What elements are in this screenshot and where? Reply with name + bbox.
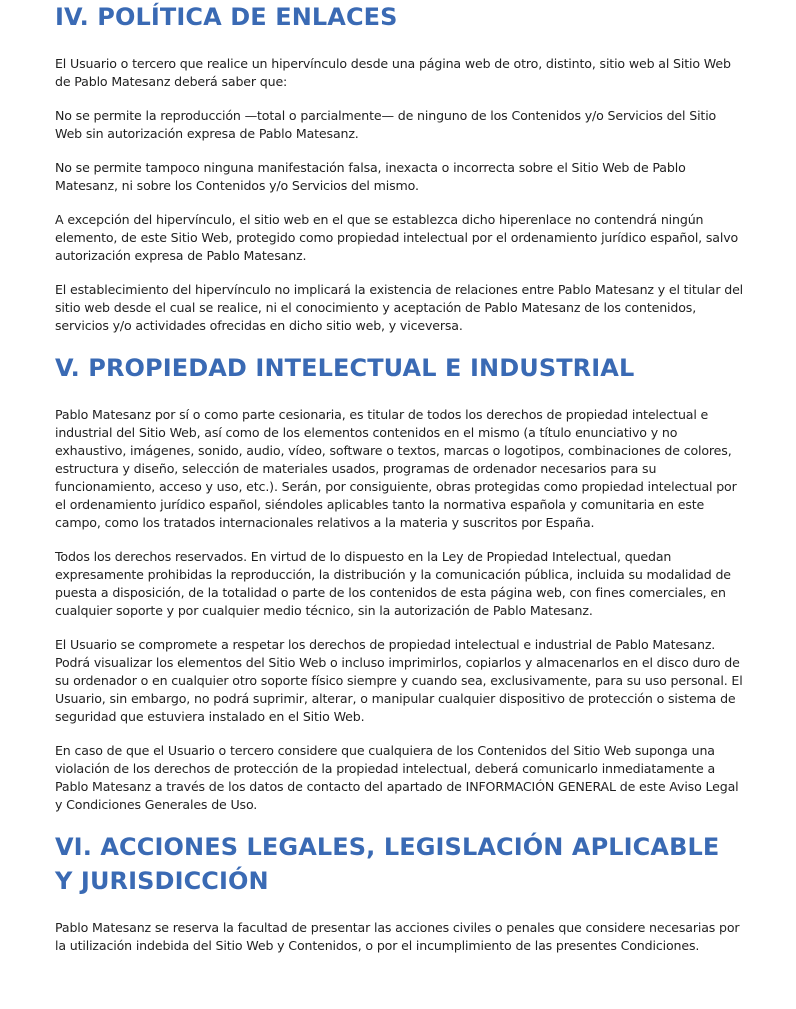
paragraph: El Usuario se compromete a respetar los derechos de propiedad intelectual e industrial de Pablo Matesanz. Podrá visualizar los elementos del Sitio Web o incluso imprimirlos, copiarlos y almacenarlos en el disco duro de su ordenador o en cualquier otro soporte físico siempre y cuando sea, exclusivamente, para su uso personal. El Usuario, sin embargo, no podrá suprimir, alterar, o manipular cualquier dispositivo de protección o sistema de seguridad que estuviera instalado en el Sitio Web.	[55, 637, 743, 724]
paragraph: Pablo Matesanz se reserva la facultad de presentar las acciones civiles o penales que considere necesarias por la utilización indebida del Sitio Web y Contenidos, o por el incumplimiento de las presentes Condiciones.	[55, 920, 740, 953]
legal-notice-page	[55, 0, 745, 955]
paragraph: No se permite tampoco ninguna manifestación falsa, inexacta o incorrecta sobre el Sitio Web de Pablo Matesanz, ni sobre los Contenidos y/o Servicios del mismo.	[55, 160, 686, 193]
section-title-propiedad: V. PROPIEDAD INTELECTUAL E INDUSTRIAL	[55, 354, 635, 382]
section-title-enlaces: IV. POLÍTICA DE ENLACES	[55, 3, 398, 31]
paragraph: El establecimiento del hipervínculo no implicará la existencia de relaciones entre Pablo Matesanz y el titular del sitio web desde el cual se realice, ni el conocimiento y aceptación de Pablo Matesanz de los contenidos, servicios y/o actividades ofrecidas en dicho sitio web, y viceversa.	[55, 282, 744, 333]
paragraph: Pablo Matesanz por sí o como parte cesionaria, es titular de todos los derechos de propiedad intelectual e industrial del Sitio Web, así como de los elementos contenidos en el mismo (a título enunciativo y no exhaustivo, imágenes, sonido, audio, vídeo, software o textos, marcas o logotipos, combinaciones de colores, estructura y diseño, selección de materiales usados, programas de ordenador necesarios para su funcionamiento, acceso y uso, etc.). Serán, por consiguiente, obras protegidas como propiedad intelectual por el ordenamiento jurídico español, siéndoles aplicables tanto la normativa española y comunitaria en este campo, como los tratados internacionales relativos a la materia y suscritos por España.	[55, 407, 737, 530]
section-title-acciones-legales: VI. ACCIONES LEGALES, LEGISLACIÓN APLICABLE Y JURISDICCIÓN	[55, 833, 720, 895]
paragraph: En caso de que el Usuario o tercero considere que cualquiera de los Contenidos del Sitio Web suponga una violación de los derechos de protección de la propiedad intelectual, deberá comunicarlo inmediatamente a Pablo Matesanz a través de los datos de contacto del apartado de INFORMACIÓN GENERAL de este Aviso Legal y Condiciones Generales de Uso.	[55, 743, 739, 812]
paragraph: Todos los derechos reservados. En virtud de lo dispuesto en la Ley de Propiedad Intelectual, quedan expresamente prohibidas la reproducción, la distribución y la comunicación pública, incluida su modalidad de puesta a disposición, de la totalidad o parte de los contenidos de esta página web, con fines comerciales, en cualquier soporte y por cualquier medio técnico, sin la autorización de Pablo Matesanz.	[55, 549, 731, 618]
paragraph: No se permite la reproducción —total o parcialmente— de ninguno de los Contenidos y/o Servicios del Sitio Web sin autorización expresa de Pablo Matesanz.	[55, 108, 717, 141]
paragraph: A excepción del hipervínculo, el sitio web en el que se establezca dicho hiperenlace no contendrá ningún elemento, de este Sitio Web, protegido como propiedad intelectual por el ordenamiento jurídico español, salvo autorización expresa de Pablo Matesanz.	[55, 212, 739, 263]
paragraph: El Usuario o tercero que realice un hipervínculo desde una página web de otro, distinto, sitio web al Sitio Web de Pablo Matesanz deberá saber que:	[55, 56, 731, 89]
